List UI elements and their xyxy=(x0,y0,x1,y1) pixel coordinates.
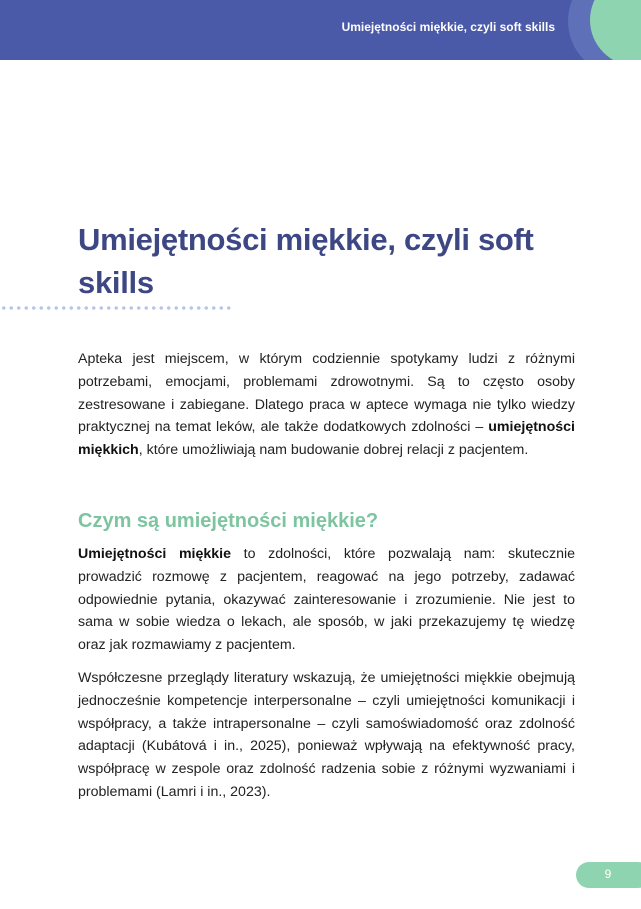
literature-paragraph: Współczesne przeglądy literatury wskazują, że umiejętności miękkie obejmują jednocześnie kompetencje interpersonalne – czyli umiejętności komunikacji i współpracy, a także intrapersonalne – czyli samoświadomość oraz zdolność adaptacji (Kubátová i in., 2025), ponieważ wpływają na efektywność pracy, współpracę w zespole oraz zdolność radzenia sobie z różnymi wyzwaniami i problemami (Lamri i in., 2023). xyxy=(78,670,575,800)
dotted-divider xyxy=(0,305,232,311)
header-bar xyxy=(0,0,641,60)
intro-text-start: Apteka jest miejscem, w którym codziennie spotykamy ludzi z różnymi potrzebami, emocjami, problemami zdrowotnymi. Są to często osoby zestresowane i zabiegane. Dlatego praca w aptece wymaga nie tylko wiedzy praktycznej na temat leków, ale także dodatkowych zdolności – xyxy=(78,351,575,436)
section-heading: Czym są umiejętności miękkie? xyxy=(78,510,379,532)
intro-bold-term: umiejętności miękkich xyxy=(78,419,575,459)
definition-bold-term: Umiejętności miękkie xyxy=(78,546,232,562)
intro-paragraph xyxy=(78,348,575,462)
page-number-tab xyxy=(576,862,641,888)
definition-paragraph xyxy=(78,543,575,657)
intro-text-end: , które umożliwiają nam budowanie dobrej relacji z pacjentem. xyxy=(138,442,529,459)
definition-text: to zdolności, które pozwalają nam: skutecznie prowadzić rozmowę z pacjentem, reagować na jego potrzeby, zadawać odpowiednie pytania, okazywać zainteresowanie i zrozumienie. Nie jest to sama w sobie wiedza o lekach, ale sposób, w jaki przekazujemy tę wiedzę oraz jak rozmawiamy z pacjentem. xyxy=(78,546,575,654)
running-title: Umiejętności miękkie, czyli soft skills xyxy=(341,20,555,34)
page-title: Umiejętności miękkie, czyli soft skills xyxy=(78,222,534,300)
page-number: 9 xyxy=(604,867,612,881)
